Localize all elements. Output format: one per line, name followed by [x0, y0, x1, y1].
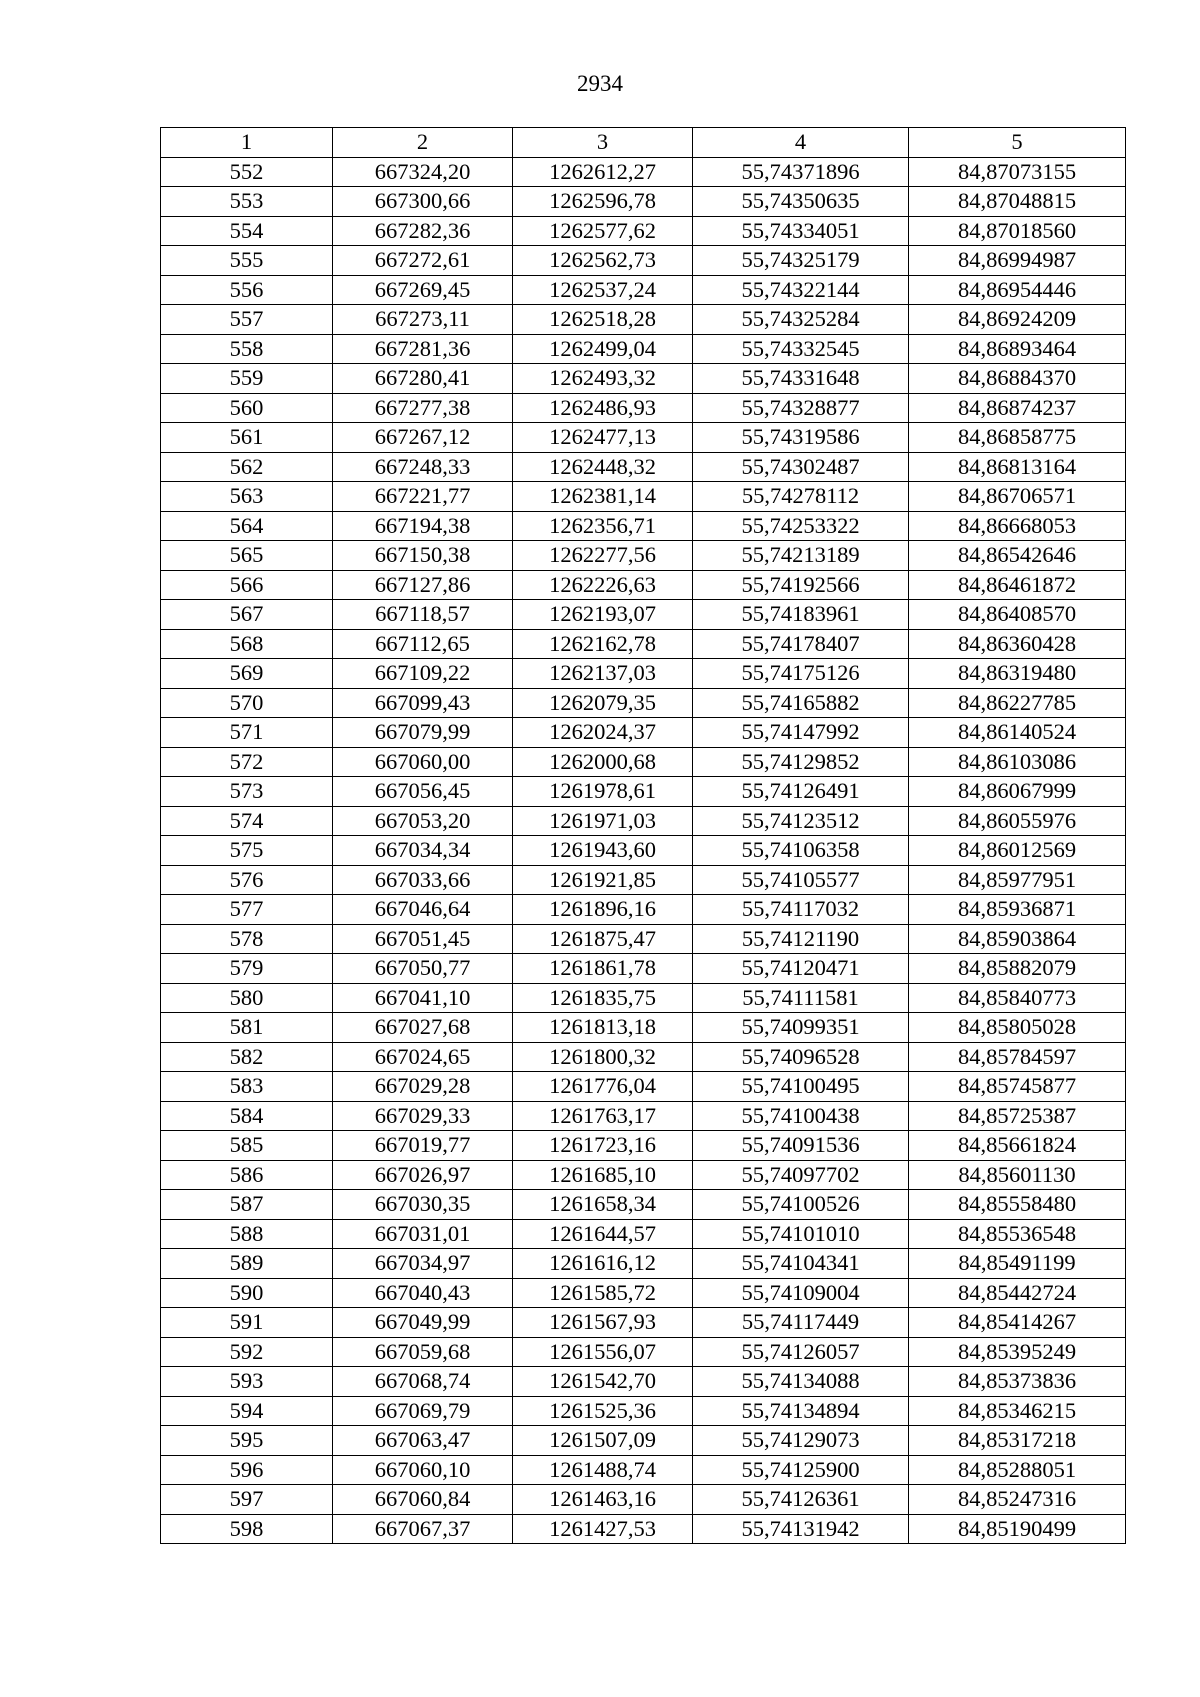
latitude-cell: 55,74253322	[693, 511, 909, 541]
latitude-cell: 55,74334051	[693, 216, 909, 246]
point-number-cell: 558	[161, 334, 333, 364]
point-number-cell: 557	[161, 305, 333, 335]
x-coordinate-cell: 667109,22	[333, 659, 513, 689]
longitude-cell: 84,85288051	[909, 1455, 1126, 1485]
x-coordinate-cell: 667040,43	[333, 1278, 513, 1308]
point-number-cell: 564	[161, 511, 333, 541]
x-coordinate-cell: 667029,33	[333, 1101, 513, 1131]
table-row	[161, 924, 1126, 954]
table-row	[161, 246, 1126, 276]
x-coordinate-cell: 667063,47	[333, 1426, 513, 1456]
table-row	[161, 423, 1126, 453]
point-number-cell: 597	[161, 1485, 333, 1515]
table-row	[161, 629, 1126, 659]
longitude-cell: 84,86012569	[909, 836, 1126, 866]
point-number-cell: 590	[161, 1278, 333, 1308]
x-coordinate-cell: 667031,01	[333, 1219, 513, 1249]
latitude-cell: 55,74183961	[693, 600, 909, 630]
x-coordinate-cell: 667099,43	[333, 688, 513, 718]
y-coordinate-cell: 1261585,72	[513, 1278, 693, 1308]
table-row	[161, 983, 1126, 1013]
latitude-cell: 55,74350635	[693, 187, 909, 217]
point-number-cell: 591	[161, 1308, 333, 1338]
latitude-cell: 55,74134894	[693, 1396, 909, 1426]
latitude-cell: 55,74117032	[693, 895, 909, 925]
column-header: 3	[513, 128, 693, 158]
x-coordinate-cell: 667067,37	[333, 1514, 513, 1544]
x-coordinate-cell: 667273,11	[333, 305, 513, 335]
point-number-cell: 579	[161, 954, 333, 984]
x-coordinate-cell: 667046,64	[333, 895, 513, 925]
table-row	[161, 1249, 1126, 1279]
latitude-cell: 55,74302487	[693, 452, 909, 482]
point-number-cell: 555	[161, 246, 333, 276]
latitude-cell: 55,74165882	[693, 688, 909, 718]
table-row	[161, 511, 1126, 541]
y-coordinate-cell: 1261542,70	[513, 1367, 693, 1397]
x-coordinate-cell: 667056,45	[333, 777, 513, 807]
table-row	[161, 305, 1126, 335]
y-coordinate-cell: 1262477,13	[513, 423, 693, 453]
longitude-cell: 84,86542646	[909, 541, 1126, 571]
point-number-cell: 575	[161, 836, 333, 866]
y-coordinate-cell: 1261813,18	[513, 1013, 693, 1043]
x-coordinate-cell: 667019,77	[333, 1131, 513, 1161]
point-number-cell: 574	[161, 806, 333, 836]
column-header: 2	[333, 128, 513, 158]
latitude-cell: 55,74147992	[693, 718, 909, 748]
longitude-cell: 84,85442724	[909, 1278, 1126, 1308]
point-number-cell: 582	[161, 1042, 333, 1072]
longitude-cell: 84,86874237	[909, 393, 1126, 423]
coordinates-table	[160, 127, 1126, 1544]
point-number-cell: 567	[161, 600, 333, 630]
point-number-cell: 596	[161, 1455, 333, 1485]
table-row	[161, 187, 1126, 217]
point-number-cell: 581	[161, 1013, 333, 1043]
y-coordinate-cell: 1261525,36	[513, 1396, 693, 1426]
table-row	[161, 1101, 1126, 1131]
table-row	[161, 1337, 1126, 1367]
latitude-cell: 55,74192566	[693, 570, 909, 600]
y-coordinate-cell: 1262193,07	[513, 600, 693, 630]
y-coordinate-cell: 1261427,53	[513, 1514, 693, 1544]
longitude-cell: 84,86360428	[909, 629, 1126, 659]
table-row	[161, 600, 1126, 630]
y-coordinate-cell: 1262577,62	[513, 216, 693, 246]
column-header: 5	[909, 128, 1126, 158]
x-coordinate-cell: 667051,45	[333, 924, 513, 954]
x-coordinate-cell: 667282,36	[333, 216, 513, 246]
point-number-cell: 565	[161, 541, 333, 571]
y-coordinate-cell: 1261776,04	[513, 1072, 693, 1102]
longitude-cell: 84,86408570	[909, 600, 1126, 630]
x-coordinate-cell: 667033,66	[333, 865, 513, 895]
point-number-cell: 559	[161, 364, 333, 394]
x-coordinate-cell: 667060,00	[333, 747, 513, 777]
latitude-cell: 55,74099351	[693, 1013, 909, 1043]
longitude-cell: 84,86319480	[909, 659, 1126, 689]
y-coordinate-cell: 1262024,37	[513, 718, 693, 748]
latitude-cell: 55,74213189	[693, 541, 909, 571]
latitude-cell: 55,74325179	[693, 246, 909, 276]
x-coordinate-cell: 667034,97	[333, 1249, 513, 1279]
latitude-cell: 55,74126361	[693, 1485, 909, 1515]
table-row	[161, 688, 1126, 718]
table-row	[161, 1514, 1126, 1544]
table-row	[161, 1072, 1126, 1102]
table-row	[161, 364, 1126, 394]
point-number-cell: 566	[161, 570, 333, 600]
point-number-cell: 552	[161, 157, 333, 187]
table-row	[161, 541, 1126, 571]
x-coordinate-cell: 667221,77	[333, 482, 513, 512]
table-row	[161, 777, 1126, 807]
latitude-cell: 55,74100526	[693, 1190, 909, 1220]
latitude-cell: 55,74131942	[693, 1514, 909, 1544]
y-coordinate-cell: 1262079,35	[513, 688, 693, 718]
y-coordinate-cell: 1262499,04	[513, 334, 693, 364]
point-number-cell: 561	[161, 423, 333, 453]
longitude-cell: 84,87018560	[909, 216, 1126, 246]
latitude-cell: 55,74123512	[693, 806, 909, 836]
point-number-cell: 584	[161, 1101, 333, 1131]
longitude-cell: 84,86140524	[909, 718, 1126, 748]
latitude-cell: 55,74117449	[693, 1308, 909, 1338]
table-row	[161, 1160, 1126, 1190]
point-number-cell: 554	[161, 216, 333, 246]
longitude-cell: 84,85536548	[909, 1219, 1126, 1249]
point-number-cell: 577	[161, 895, 333, 925]
table-row	[161, 452, 1126, 482]
x-coordinate-cell: 667112,65	[333, 629, 513, 659]
longitude-cell: 84,85745877	[909, 1072, 1126, 1102]
latitude-cell: 55,74331648	[693, 364, 909, 394]
y-coordinate-cell: 1261875,47	[513, 924, 693, 954]
y-coordinate-cell: 1262356,71	[513, 511, 693, 541]
y-coordinate-cell: 1261800,32	[513, 1042, 693, 1072]
x-coordinate-cell: 667118,57	[333, 600, 513, 630]
latitude-cell: 55,74111581	[693, 983, 909, 1013]
x-coordinate-cell: 667069,79	[333, 1396, 513, 1426]
latitude-cell: 55,74109004	[693, 1278, 909, 1308]
longitude-cell: 84,86067999	[909, 777, 1126, 807]
header-row	[161, 128, 1126, 158]
latitude-cell: 55,74328877	[693, 393, 909, 423]
longitude-cell: 84,86461872	[909, 570, 1126, 600]
x-coordinate-cell: 667194,38	[333, 511, 513, 541]
table-row	[161, 747, 1126, 777]
longitude-cell: 84,85725387	[909, 1101, 1126, 1131]
y-coordinate-cell: 1262137,03	[513, 659, 693, 689]
longitude-cell: 84,86706571	[909, 482, 1126, 512]
column-header: 4	[693, 128, 909, 158]
y-coordinate-cell: 1262518,28	[513, 305, 693, 335]
point-number-cell: 562	[161, 452, 333, 482]
longitude-cell: 84,85661824	[909, 1131, 1126, 1161]
point-number-cell: 589	[161, 1249, 333, 1279]
latitude-cell: 55,74100495	[693, 1072, 909, 1102]
point-number-cell: 588	[161, 1219, 333, 1249]
table-row	[161, 570, 1126, 600]
point-number-cell: 563	[161, 482, 333, 512]
x-coordinate-cell: 667324,20	[333, 157, 513, 187]
table-row	[161, 1013, 1126, 1043]
longitude-cell: 84,85805028	[909, 1013, 1126, 1043]
table-row	[161, 1042, 1126, 1072]
longitude-cell: 84,85190499	[909, 1514, 1126, 1544]
longitude-cell: 84,86924209	[909, 305, 1126, 335]
point-number-cell: 587	[161, 1190, 333, 1220]
longitude-cell: 84,86055976	[909, 806, 1126, 836]
table-row	[161, 895, 1126, 925]
latitude-cell: 55,74319586	[693, 423, 909, 453]
point-number-cell: 553	[161, 187, 333, 217]
point-number-cell: 571	[161, 718, 333, 748]
longitude-cell: 84,87073155	[909, 157, 1126, 187]
x-coordinate-cell: 667281,36	[333, 334, 513, 364]
y-coordinate-cell: 1261835,75	[513, 983, 693, 1013]
longitude-cell: 84,85373836	[909, 1367, 1126, 1397]
latitude-cell: 55,74125900	[693, 1455, 909, 1485]
latitude-cell: 55,74097702	[693, 1160, 909, 1190]
table-row	[161, 1367, 1126, 1397]
longitude-cell: 84,86668053	[909, 511, 1126, 541]
longitude-cell: 84,86227785	[909, 688, 1126, 718]
table-row	[161, 659, 1126, 689]
longitude-cell: 84,85317218	[909, 1426, 1126, 1456]
x-coordinate-cell: 667248,33	[333, 452, 513, 482]
x-coordinate-cell: 667150,38	[333, 541, 513, 571]
longitude-cell: 84,85414267	[909, 1308, 1126, 1338]
latitude-cell: 55,74175126	[693, 659, 909, 689]
y-coordinate-cell: 1262226,63	[513, 570, 693, 600]
y-coordinate-cell: 1261971,03	[513, 806, 693, 836]
point-number-cell: 583	[161, 1072, 333, 1102]
x-coordinate-cell: 667029,28	[333, 1072, 513, 1102]
latitude-cell: 55,74106358	[693, 836, 909, 866]
y-coordinate-cell: 1261978,61	[513, 777, 693, 807]
longitude-cell: 84,86858775	[909, 423, 1126, 453]
longitude-cell: 84,85903864	[909, 924, 1126, 954]
point-number-cell: 594	[161, 1396, 333, 1426]
point-number-cell: 586	[161, 1160, 333, 1190]
y-coordinate-cell: 1262486,93	[513, 393, 693, 423]
table-row	[161, 865, 1126, 895]
latitude-cell: 55,74129852	[693, 747, 909, 777]
x-coordinate-cell: 667079,99	[333, 718, 513, 748]
table-row	[161, 1485, 1126, 1515]
column-header: 1	[161, 128, 333, 158]
latitude-cell: 55,74371896	[693, 157, 909, 187]
table-row	[161, 718, 1126, 748]
y-coordinate-cell: 1262277,56	[513, 541, 693, 571]
longitude-cell: 84,86954446	[909, 275, 1126, 305]
point-number-cell: 569	[161, 659, 333, 689]
y-coordinate-cell: 1261685,10	[513, 1160, 693, 1190]
y-coordinate-cell: 1262493,32	[513, 364, 693, 394]
latitude-cell: 55,74104341	[693, 1249, 909, 1279]
table-row	[161, 1278, 1126, 1308]
table-row	[161, 1190, 1126, 1220]
longitude-cell: 84,85395249	[909, 1337, 1126, 1367]
point-number-cell: 598	[161, 1514, 333, 1544]
y-coordinate-cell: 1261488,74	[513, 1455, 693, 1485]
table-row	[161, 1308, 1126, 1338]
x-coordinate-cell: 667059,68	[333, 1337, 513, 1367]
latitude-cell: 55,74100438	[693, 1101, 909, 1131]
y-coordinate-cell: 1262537,24	[513, 275, 693, 305]
x-coordinate-cell: 667034,34	[333, 836, 513, 866]
point-number-cell: 570	[161, 688, 333, 718]
x-coordinate-cell: 667053,20	[333, 806, 513, 836]
y-coordinate-cell: 1262562,73	[513, 246, 693, 276]
y-coordinate-cell: 1261556,07	[513, 1337, 693, 1367]
table-row	[161, 1455, 1126, 1485]
x-coordinate-cell: 667280,41	[333, 364, 513, 394]
point-number-cell: 593	[161, 1367, 333, 1397]
latitude-cell: 55,74121190	[693, 924, 909, 954]
y-coordinate-cell: 1262000,68	[513, 747, 693, 777]
x-coordinate-cell: 667060,10	[333, 1455, 513, 1485]
point-number-cell: 556	[161, 275, 333, 305]
table-row	[161, 334, 1126, 364]
x-coordinate-cell: 667127,86	[333, 570, 513, 600]
y-coordinate-cell: 1261861,78	[513, 954, 693, 984]
longitude-cell: 84,85601130	[909, 1160, 1126, 1190]
latitude-cell: 55,74325284	[693, 305, 909, 335]
table-row	[161, 1396, 1126, 1426]
latitude-cell: 55,74120471	[693, 954, 909, 984]
longitude-cell: 84,85491199	[909, 1249, 1126, 1279]
longitude-cell: 84,85936871	[909, 895, 1126, 925]
y-coordinate-cell: 1261943,60	[513, 836, 693, 866]
y-coordinate-cell: 1261763,17	[513, 1101, 693, 1131]
table-row	[161, 1426, 1126, 1456]
latitude-cell: 55,74332545	[693, 334, 909, 364]
x-coordinate-cell: 667068,74	[333, 1367, 513, 1397]
y-coordinate-cell: 1261658,34	[513, 1190, 693, 1220]
y-coordinate-cell: 1261644,57	[513, 1219, 693, 1249]
latitude-cell: 55,74278112	[693, 482, 909, 512]
point-number-cell: 573	[161, 777, 333, 807]
longitude-cell: 84,85247316	[909, 1485, 1126, 1515]
x-coordinate-cell: 667026,97	[333, 1160, 513, 1190]
point-number-cell: 560	[161, 393, 333, 423]
latitude-cell: 55,74105577	[693, 865, 909, 895]
point-number-cell: 572	[161, 747, 333, 777]
point-number-cell: 580	[161, 983, 333, 1013]
longitude-cell: 84,87048815	[909, 187, 1126, 217]
x-coordinate-cell: 667050,77	[333, 954, 513, 984]
longitude-cell: 84,86884370	[909, 364, 1126, 394]
longitude-cell: 84,85346215	[909, 1396, 1126, 1426]
table-row	[161, 1219, 1126, 1249]
x-coordinate-cell: 667024,65	[333, 1042, 513, 1072]
x-coordinate-cell: 667049,99	[333, 1308, 513, 1338]
longitude-cell: 84,85977951	[909, 865, 1126, 895]
x-coordinate-cell: 667041,10	[333, 983, 513, 1013]
longitude-cell: 84,86994987	[909, 246, 1126, 276]
latitude-cell: 55,74091536	[693, 1131, 909, 1161]
latitude-cell: 55,74134088	[693, 1367, 909, 1397]
y-coordinate-cell: 1261507,09	[513, 1426, 693, 1456]
longitude-cell: 84,85784597	[909, 1042, 1126, 1072]
x-coordinate-cell: 667272,61	[333, 246, 513, 276]
y-coordinate-cell: 1261723,16	[513, 1131, 693, 1161]
y-coordinate-cell: 1261616,12	[513, 1249, 693, 1279]
table-row	[161, 275, 1126, 305]
point-number-cell: 585	[161, 1131, 333, 1161]
latitude-cell: 55,74322144	[693, 275, 909, 305]
longitude-cell: 84,85558480	[909, 1190, 1126, 1220]
table-row	[161, 1131, 1126, 1161]
longitude-cell: 84,85840773	[909, 983, 1126, 1013]
y-coordinate-cell: 1262381,14	[513, 482, 693, 512]
y-coordinate-cell: 1261567,93	[513, 1308, 693, 1338]
point-number-cell: 578	[161, 924, 333, 954]
x-coordinate-cell: 667030,35	[333, 1190, 513, 1220]
x-coordinate-cell: 667060,84	[333, 1485, 513, 1515]
table-row	[161, 836, 1126, 866]
y-coordinate-cell: 1262596,78	[513, 187, 693, 217]
longitude-cell: 84,86103086	[909, 747, 1126, 777]
table-row	[161, 806, 1126, 836]
y-coordinate-cell: 1261921,85	[513, 865, 693, 895]
page-number: 2934	[577, 71, 623, 96]
x-coordinate-cell: 667277,38	[333, 393, 513, 423]
latitude-cell: 55,74126057	[693, 1337, 909, 1367]
point-number-cell: 592	[161, 1337, 333, 1367]
x-coordinate-cell: 667269,45	[333, 275, 513, 305]
table-row	[161, 393, 1126, 423]
latitude-cell: 55,74129073	[693, 1426, 909, 1456]
x-coordinate-cell: 667027,68	[333, 1013, 513, 1043]
table-body	[161, 157, 1126, 1544]
x-coordinate-cell: 667300,66	[333, 187, 513, 217]
table-header	[161, 128, 1126, 158]
latitude-cell: 55,74178407	[693, 629, 909, 659]
latitude-cell: 55,74126491	[693, 777, 909, 807]
latitude-cell: 55,74096528	[693, 1042, 909, 1072]
table-row	[161, 954, 1126, 984]
table-row	[161, 482, 1126, 512]
point-number-cell: 568	[161, 629, 333, 659]
longitude-cell: 84,86893464	[909, 334, 1126, 364]
table-row	[161, 216, 1126, 246]
y-coordinate-cell: 1262612,27	[513, 157, 693, 187]
point-number-cell: 595	[161, 1426, 333, 1456]
point-number-cell: 576	[161, 865, 333, 895]
y-coordinate-cell: 1261896,16	[513, 895, 693, 925]
longitude-cell: 84,86813164	[909, 452, 1126, 482]
table-row	[161, 157, 1126, 187]
latitude-cell: 55,74101010	[693, 1219, 909, 1249]
y-coordinate-cell: 1262162,78	[513, 629, 693, 659]
y-coordinate-cell: 1261463,16	[513, 1485, 693, 1515]
x-coordinate-cell: 667267,12	[333, 423, 513, 453]
longitude-cell: 84,85882079	[909, 954, 1126, 984]
y-coordinate-cell: 1262448,32	[513, 452, 693, 482]
